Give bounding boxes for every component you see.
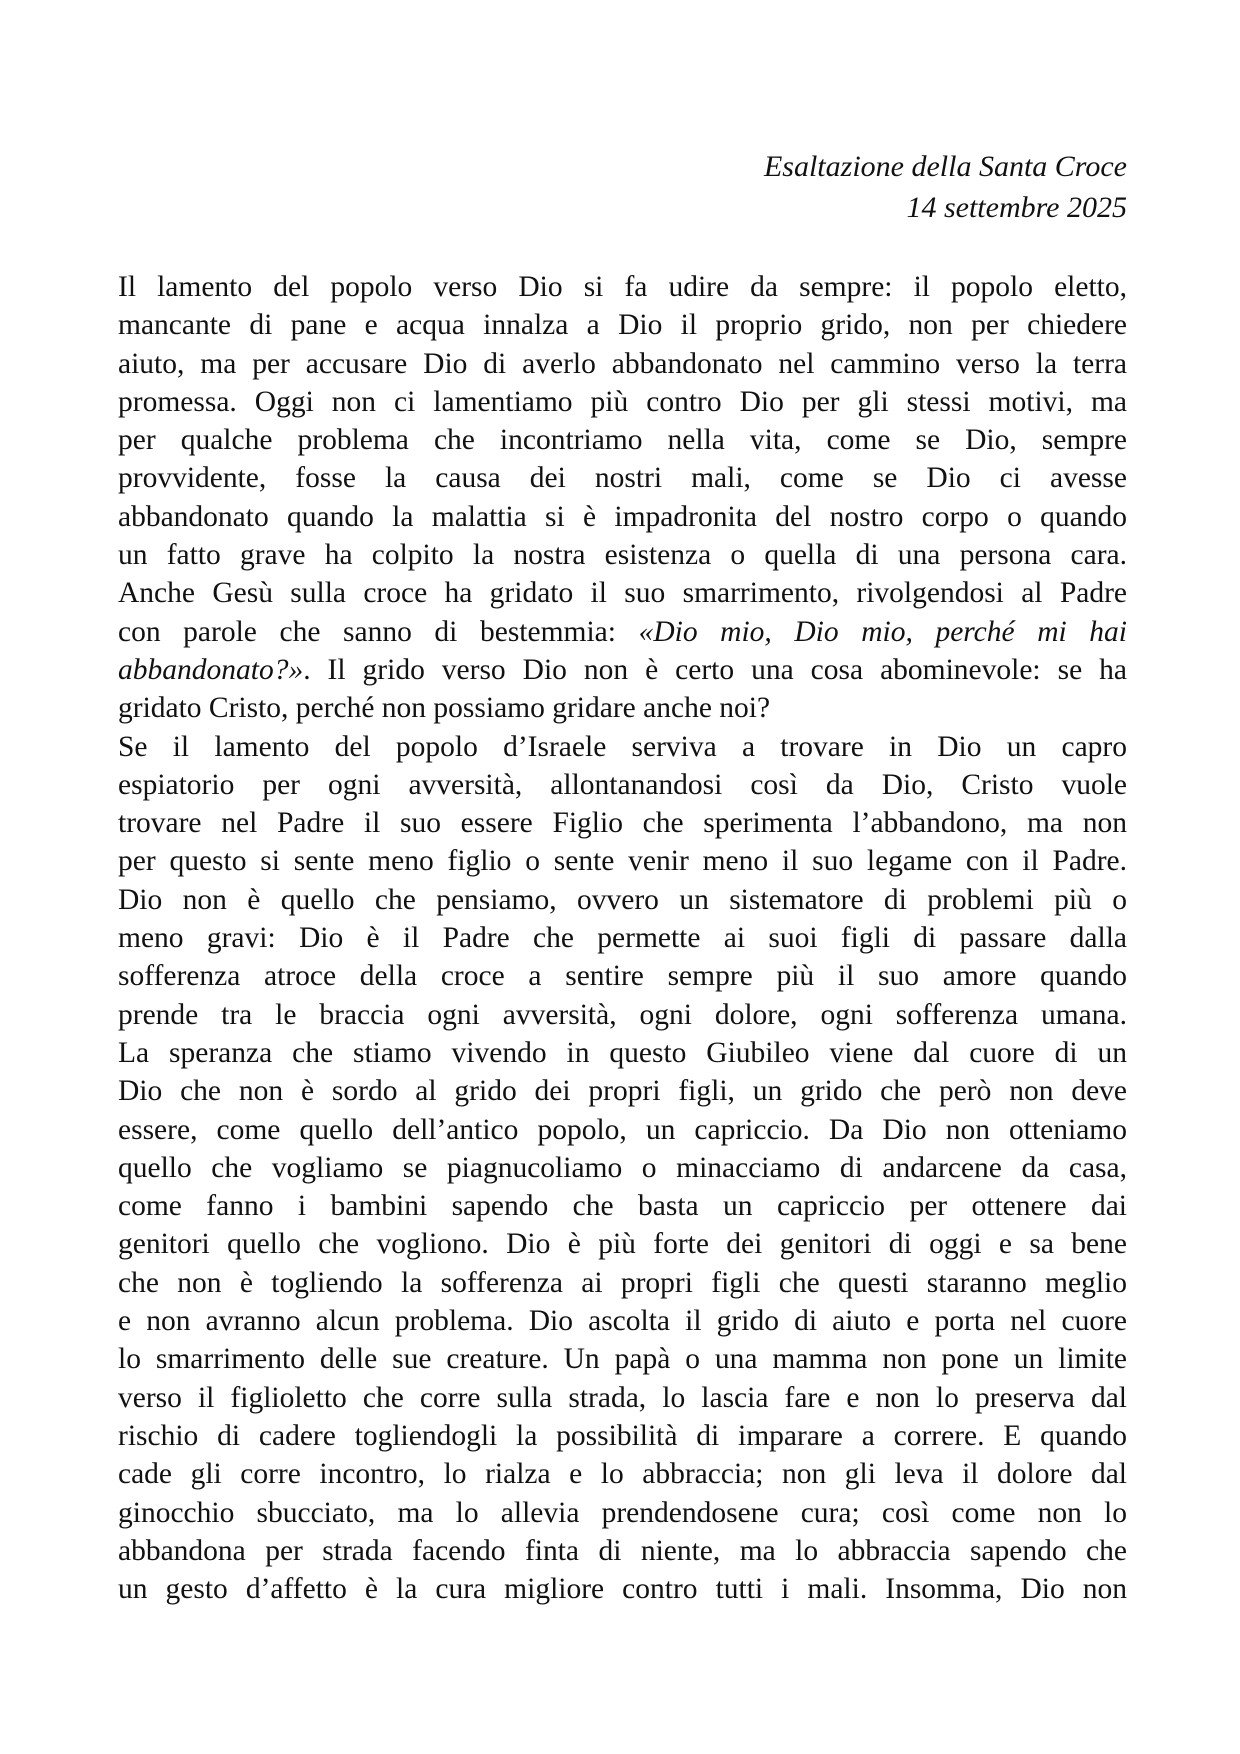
text-line [118, 804, 1127, 842]
line-text: La speranza che stiamo vivendo in questo Giubileo viene dal cuore di un [118, 1036, 1127, 1069]
text-line [118, 1072, 1127, 1110]
line-text: prende tra le braccia ogni avversità, ogni dolore, ogni sofferenza umana. [118, 998, 1127, 1031]
text-line [118, 574, 1127, 612]
text-line [118, 1494, 1127, 1532]
text-line [118, 1187, 1127, 1225]
text-line [118, 1340, 1127, 1378]
text-line [118, 268, 1127, 306]
text-line [118, 689, 1127, 727]
line-text: per qualche problema che incontriamo nella vita, come se Dio, sempre [118, 424, 1127, 457]
line-text: mancante di pane e acqua innalza a Dio il proprio grido, non per chiedere [118, 309, 1127, 342]
text-line [118, 1149, 1127, 1187]
line-text: abbandona per strada facendo finta di niente, ma lo abbraccia sapendo che [118, 1534, 1127, 1567]
line-text: cade gli corre incontro, lo rialza e lo abbraccia; non gli leva il dolore dal [118, 1458, 1127, 1491]
line-text: Se il lamento del popolo d’Israele serviva a trovare in Dio un capro [118, 730, 1127, 763]
text-line [118, 1111, 1127, 1149]
line-text: abbandonato quando la malattia si è impadronita del nostro corpo o quando [118, 500, 1127, 533]
line-text: Dio che non è sordo al grido dei propri figli, un grido che però non deve [118, 1075, 1127, 1108]
text-line [118, 536, 1127, 574]
line-text: ginocchio sbucciato, ma lo allevia prendendosene cura; così come non lo [118, 1496, 1127, 1529]
text-line [118, 383, 1127, 421]
line-text: con parole che sanno di bestemmia: [118, 615, 639, 648]
line-text: un gesto d’affetto è la cura migliore contro tutti i mali. Insomma, Dio non [118, 1573, 1127, 1606]
line-text: trovare nel Padre il suo essere Figlio che sperimenta l’abbandono, ma non [118, 807, 1127, 840]
document-header [764, 146, 1127, 228]
text-line [118, 459, 1127, 497]
line-text: lo smarrimento delle sue creature. Un papà o una mamma non pone un limite [118, 1343, 1127, 1376]
text-line [118, 1455, 1127, 1493]
quote-text: «Dio mio, Dio mio, perché mi hai [638, 615, 1127, 648]
line-text: per questo si sente meno figlio o sente venir meno il suo legame con il Padre. [118, 845, 1127, 878]
text-line [118, 345, 1127, 383]
document-date: 14 settembre 2025 [906, 191, 1127, 224]
text-line [118, 421, 1127, 459]
line-text: e non avranno alcun problema. Dio ascolta il grido di aiuto e porta nel cuore [118, 1305, 1127, 1338]
text-line [118, 1034, 1127, 1072]
text-line [118, 651, 1127, 689]
text-line [118, 306, 1127, 344]
text-line [118, 1225, 1127, 1263]
text-line [118, 1570, 1127, 1608]
line-text: come fanno i bambini sapendo che basta un capriccio per ottenere dai [118, 1190, 1127, 1223]
line-text: sofferenza atroce della croce a sentire sempre più il suo amore quando [118, 960, 1127, 993]
line-text: gridato Cristo, perché non possiamo gridare anche noi? [118, 692, 771, 725]
text-line [118, 1532, 1127, 1570]
text-line [118, 1264, 1127, 1302]
line-text: verso il figlioletto che corre sulla strada, lo lascia fare e non lo preserva dal [118, 1381, 1127, 1414]
line-text: aiuto, ma per accusare Dio di averlo abbandonato nel cammino verso la terra [118, 347, 1127, 380]
line-text: che non è togliendo la sofferenza ai propri figli che questi staranno meglio [118, 1266, 1127, 1299]
text-line [118, 881, 1127, 919]
line-text: Il lamento del popolo verso Dio si fa udire da sempre: il popolo eletto, [118, 271, 1127, 303]
line-text: rischio di cadere togliendogli la possibilità di imparare a correre. E quando [118, 1419, 1127, 1452]
text-line [118, 842, 1127, 880]
line-text: essere, come quello dell’antico popolo, un capriccio. Da Dio non otteniamo [118, 1113, 1127, 1146]
line-text: espiatorio per ogni avversità, allontanandosi così da Dio, Cristo vuole [118, 768, 1127, 801]
line-text: promessa. Oggi non ci lamentiamo più contro Dio per gli stessi motivi, ma [118, 385, 1127, 418]
text-line [118, 766, 1127, 804]
line-text: un fatto grave ha colpito la nostra esistenza o quella di una persona cara. [118, 539, 1127, 572]
text-line [118, 996, 1127, 1034]
text-line [118, 919, 1127, 957]
line-text: Dio non è quello che pensiamo, ovvero un sistematore di problemi più o [118, 883, 1127, 916]
text-line [118, 957, 1127, 995]
text-line [118, 1417, 1127, 1455]
line-text: quello che vogliamo se piagnucoliamo o minacciamo di andarcene da casa, [118, 1151, 1127, 1184]
text-line [118, 498, 1127, 536]
text-line [118, 1302, 1127, 1340]
line-text: meno gravi: Dio è il Padre che permette ai suoi figli di passare dalla [118, 922, 1127, 955]
text-line [118, 1379, 1127, 1417]
text-line [118, 728, 1127, 766]
line-text: Anche Gesù sulla croce ha gridato il suo smarrimento, rivolgendosi al Padre [118, 577, 1127, 610]
line-text: provvidente, fosse la causa dei nostri mali, come se Dio ci avesse [118, 462, 1127, 495]
text-line [118, 613, 1127, 651]
document-body [118, 268, 1127, 1608]
feast-title: Esaltazione della Santa Croce [763, 150, 1127, 183]
line-text: genitori quello che vogliono. Dio è più forte dei genitori di oggi e sa bene [118, 1228, 1127, 1261]
line-text: . Il grido verso Dio non è certo una cosa abominevole: se ha [303, 653, 1127, 686]
quote-text: abbandonato?» [118, 653, 304, 686]
